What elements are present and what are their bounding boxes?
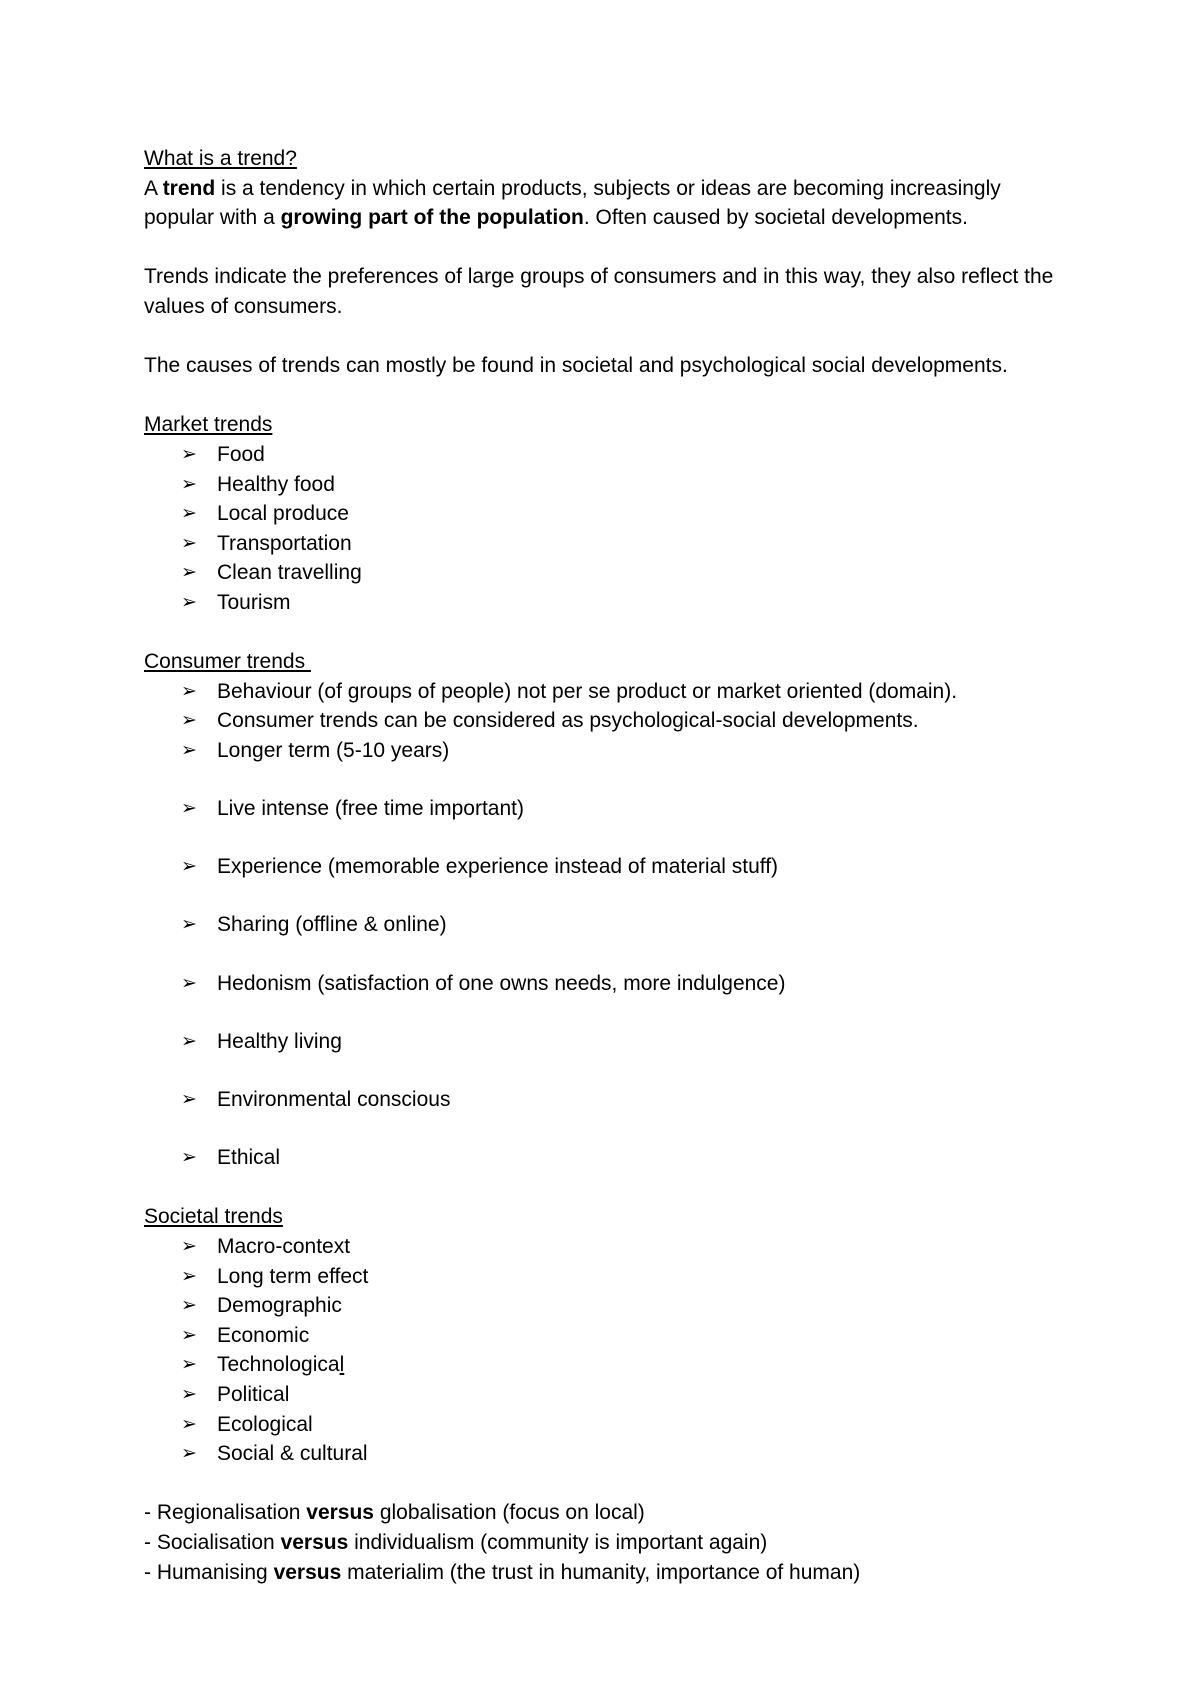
arrow-bullet-icon: ➢ [181,1323,197,1346]
consumer-trends-list [144,677,1074,766]
arrow-bullet-icon: ➢ [181,472,197,495]
list-item: ➢ Sharing (offline & online) [144,910,1074,940]
list-item: ➢ Healthy food [144,470,1074,500]
list-item: ➢ Macro-context [144,1232,1074,1262]
arrow-bullet-icon: ➢ [181,502,197,525]
arrow-bullet-icon: ➢ [181,1029,197,1052]
list-item: ➢ Healthy living [144,1027,1074,1057]
arrow-bullet-icon: ➢ [181,442,197,465]
list-item: ➢ Demographic [144,1291,1074,1321]
arrow-bullet-icon: ➢ [181,1088,197,1110]
list-item: ➢ Hedonism (satisfaction of one owns needs, more indulgence) [144,969,1074,999]
arrow-bullet-icon: ➢ [181,1294,197,1317]
growing-part-term: growing part of the population [280,206,584,230]
arrow-bullet-icon: ➢ [181,1442,197,1465]
document-page [144,144,1074,1587]
list-item: ➢ Local produce [144,499,1074,529]
list-item: ➢ Food [144,440,1074,470]
arrow-bullet-icon: ➢ [181,679,197,702]
arrow-bullet-icon: ➢ [181,1412,197,1435]
arrow-bullet-icon: ➢ [181,1264,197,1287]
list-item: ➢ Experience (memorable experience instead of material stuff) [144,852,1074,882]
market-trends-heading: Market trends [144,413,273,437]
list-item: ➢ Clean travelling [144,558,1074,588]
list-item: ➢ Ethical [144,1143,1074,1173]
list-item: ➢ Social & cultural [144,1439,1074,1469]
list-item: ➢ Live intense (free time important) [144,794,1074,824]
list-item: ➢ Technological [144,1350,1074,1380]
list-item: ➢ Economic [144,1321,1074,1351]
trends-causes-paragraph: The causes of trends can mostly be found in societal and psychological social developments. [144,354,1008,378]
arrow-bullet-icon: ➢ [181,1234,197,1257]
list-item: ➢ Transportation [144,529,1074,559]
arrow-bullet-icon: ➢ [181,738,197,761]
list-item: ➢ Behaviour (of groups of people) not per se product or market oriented (domain). [144,677,1074,707]
trends-preferences-paragraph: Trends indicate the preferences of large groups of consumers and in this way, they also reflect the values of consumers. [144,265,1054,318]
arrow-bullet-icon: ➢ [181,1146,197,1169]
versus-line: - Humanising versus materialim (the trust in humanity, importance of human) [144,1560,861,1584]
arrow-bullet-icon: ➢ [181,590,197,613]
arrow-bullet-icon: ➢ [181,797,197,820]
list-item: ➢ Ecological [144,1410,1074,1440]
what-is-trend-heading: What is a trend? [144,147,297,170]
consumer-trends-spaced-list [144,794,1074,1173]
societal-trends-list [144,1232,1074,1469]
arrow-bullet-icon: ➢ [181,709,197,732]
arrow-bullet-icon: ➢ [181,855,197,878]
versus-line: - Regionalisation versus globalisation (focus on local) [144,1501,645,1525]
list-item: ➢ Political [144,1380,1074,1410]
list-item: ➢ Environmental conscious [144,1085,1074,1115]
arrow-bullet-icon: ➢ [181,531,197,554]
list-item: ➢ Longer term (5-10 years) [144,736,1074,766]
list-item: ➢ Tourism [144,588,1074,618]
list-item: ➢ Long term effect [144,1262,1074,1292]
arrow-bullet-icon: ➢ [181,1382,197,1405]
market-trends-list [144,440,1074,618]
arrow-bullet-icon: ➢ [181,1353,197,1376]
societal-trends-heading: Societal trends [144,1205,283,1229]
trend-term: trend [162,176,216,200]
arrow-bullet-icon: ➢ [181,913,197,936]
versus-line: - Socialisation versus individualism (community is important again) [144,1530,768,1554]
list-item: ➢ Consumer trends can be considered as psychological-social developments. [144,706,1074,736]
trend-definition: A trend is a tendency in which certain products, subjects or ideas are becoming increasingly popular with a growing part of the population. Often caused by societal developments. [144,176,1001,230]
arrow-bullet-icon: ➢ [181,561,197,584]
consumer-trends-heading: Consumer trends [144,650,311,674]
arrow-bullet-icon: ➢ [181,971,197,994]
